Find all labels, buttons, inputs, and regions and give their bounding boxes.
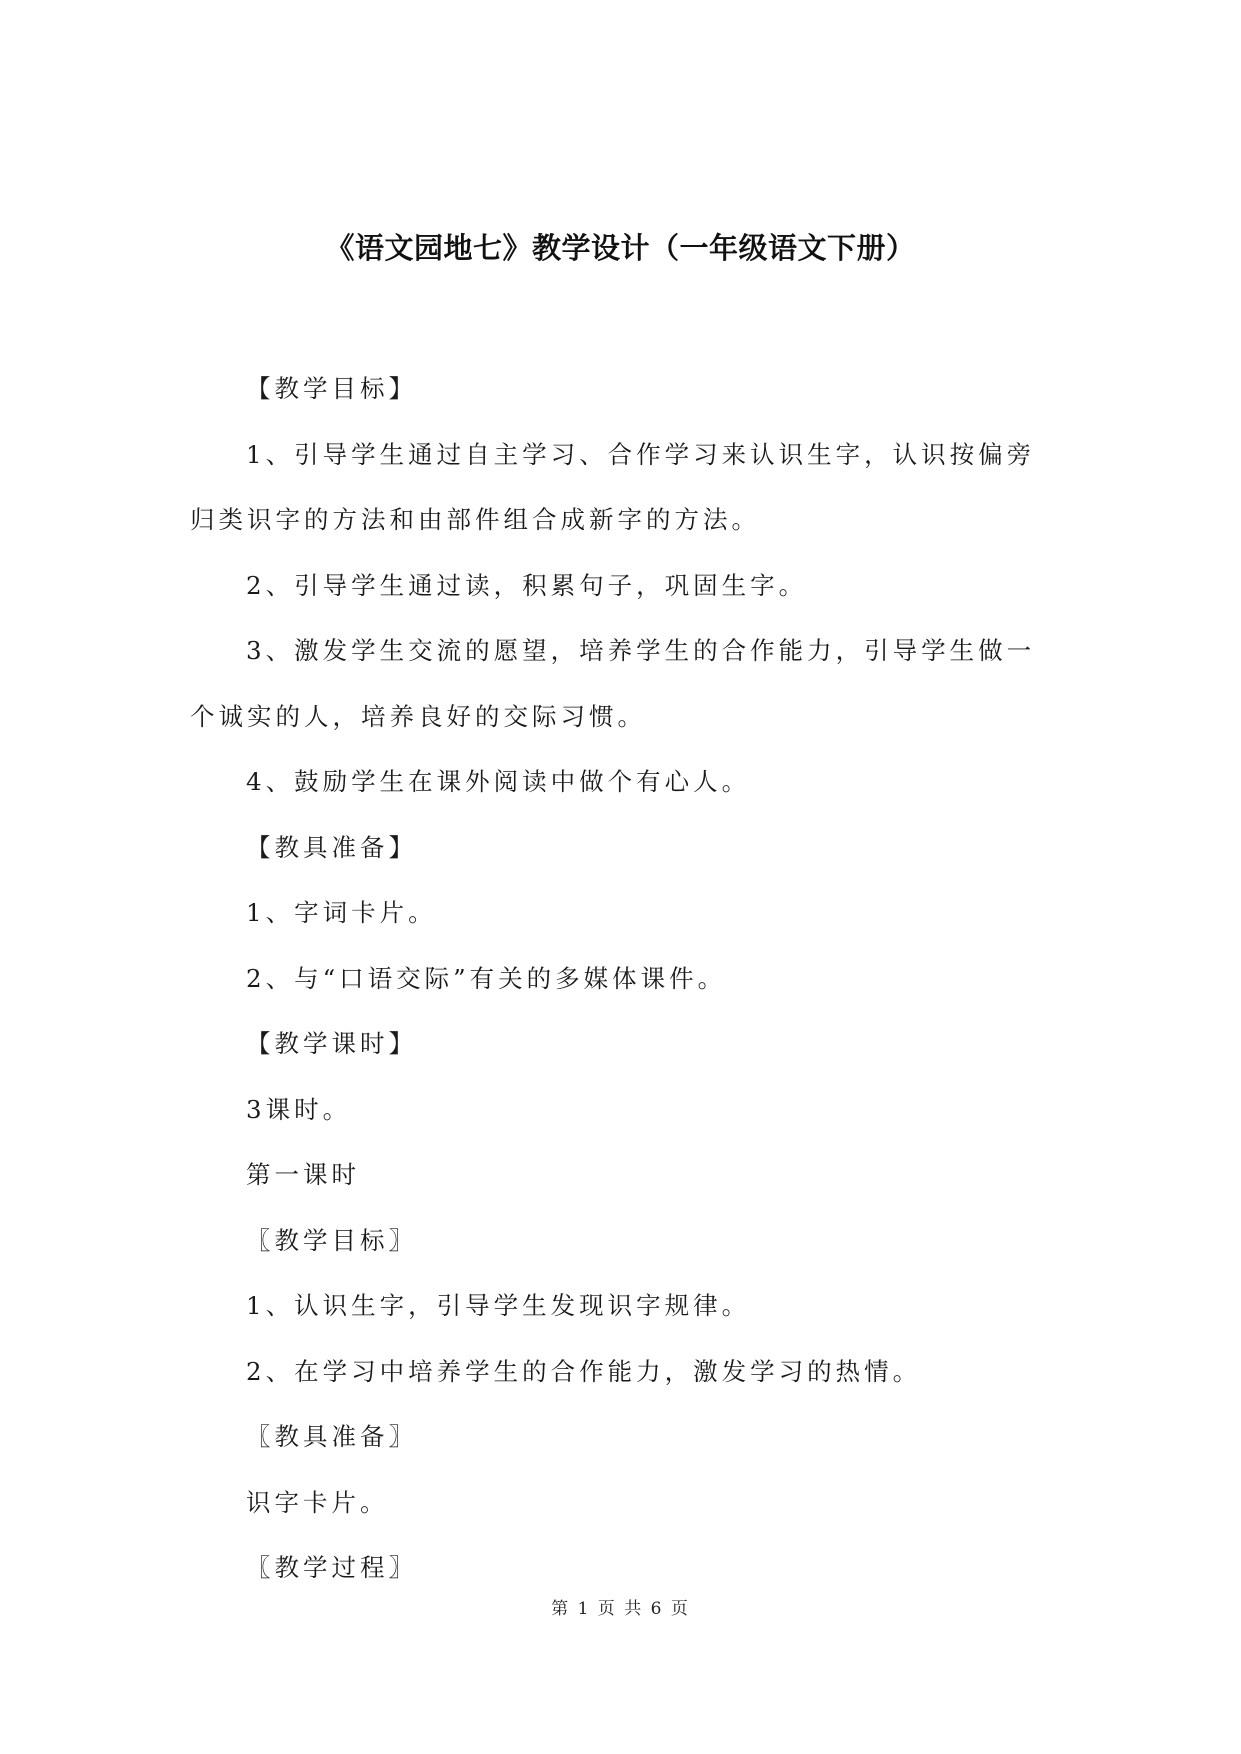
- document-title: 《语文园地七》教学设计（一年级语文下册）: [325, 231, 916, 265]
- lesson-one-materials-item: 识字卡片。: [246, 1487, 389, 1517]
- goal-item-1: 1、引导学生通过自主学习、合作学习来认识生字，认识按偏旁归类识字的方法和由部件组合成新字的方法。: [190, 439, 1036, 534]
- materials-item-2: 2、与“口语交际”有关的多媒体课件。: [246, 963, 727, 993]
- section-heading-materials: 【教具准备】: [246, 832, 417, 862]
- lesson-one-process-heading: 〖教学过程〗: [246, 1553, 417, 1582]
- materials-item-1: 1、字词卡片。: [246, 898, 437, 927]
- goal-item-4: 4、鼓励学生在课外阅读中做个有心人。: [246, 767, 751, 796]
- lesson-one-goals-heading: 〖教学目标〗: [246, 1225, 417, 1255]
- lesson-one-goal-2: 2、在学习中培养学生的合作能力，激发学习的热情。: [246, 1356, 922, 1386]
- document-body: [190, 356, 1050, 1601]
- section-heading-class-hours: 【教学课时】: [246, 1029, 417, 1058]
- page-footer: 第 1 页 共 6 页: [551, 1599, 690, 1619]
- lesson-one-materials-heading: 〖教具准备〗: [246, 1422, 417, 1451]
- section-heading-teaching-goals: 【教学目标】: [246, 374, 417, 403]
- lesson-one-goal-1: 1、认识生字，引导学生发现识字规律。: [246, 1291, 751, 1320]
- goal-item-3: 3、激发学生交流的愿望，培养学生的合作能力，引导学生做一个诚实的人，培养良好的交际习惯。: [190, 636, 1036, 731]
- lesson-one-heading: 第一课时: [246, 1160, 360, 1189]
- goal-item-2: 2、引导学生通过读，积累句子，巩固生字。: [246, 570, 808, 600]
- class-hours-value: 3课时。: [246, 1094, 352, 1124]
